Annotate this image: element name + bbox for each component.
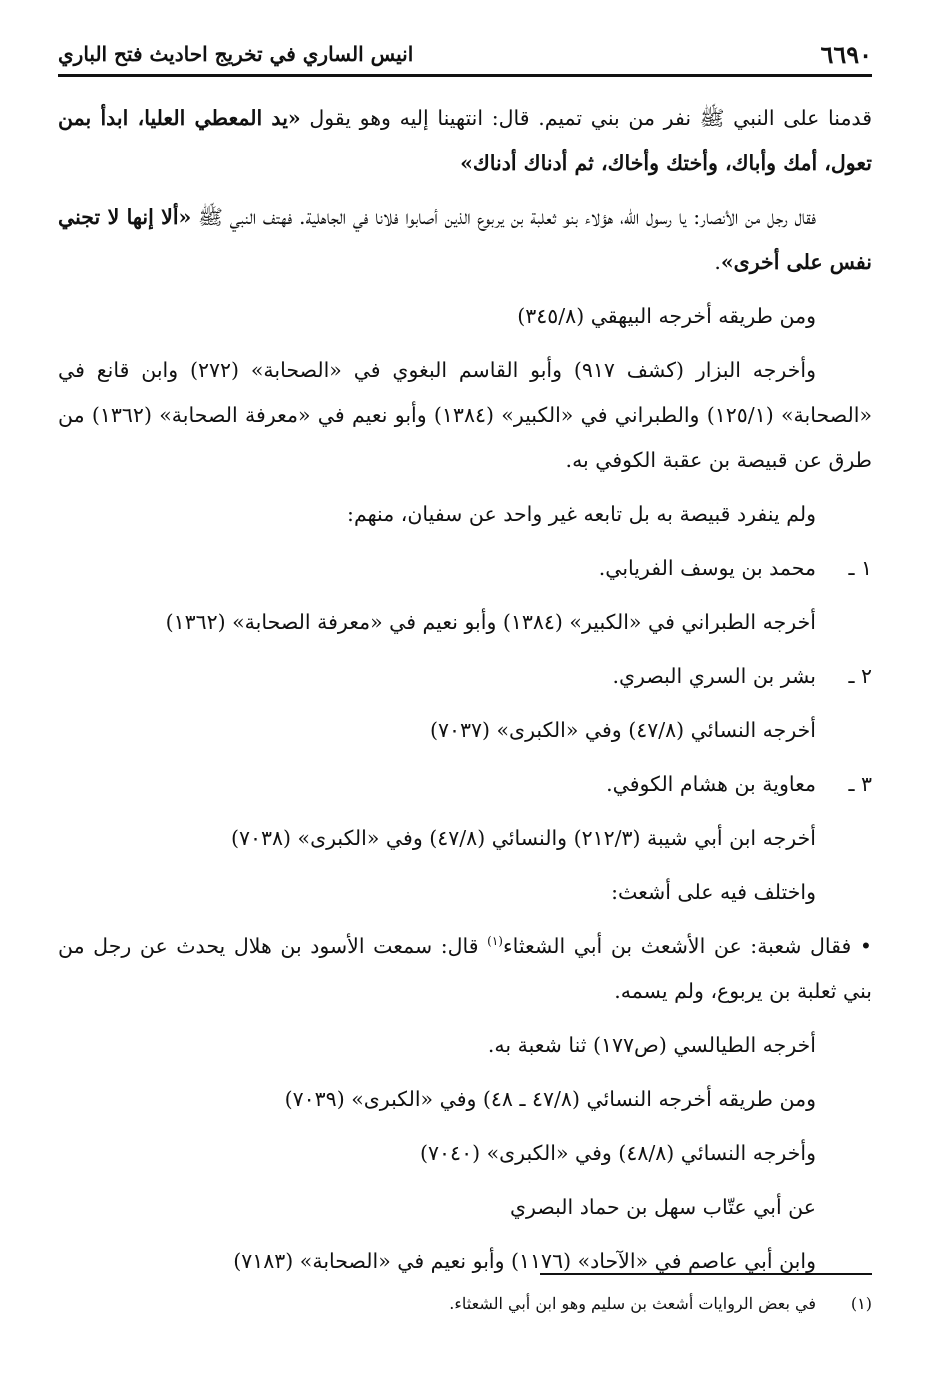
footnote-divider: [540, 1273, 872, 1275]
list-item: [58, 654, 872, 699]
item-text: محمد بن يوسف الفريابي.: [598, 556, 816, 580]
paragraph-bayhaqi: ومن طريقه أخرجه البيهقي (٣٤٥/٨): [517, 304, 816, 328]
paragraph-abu-attab: عن أبي عتّاب سهل بن حماد البصري: [509, 1195, 816, 1219]
page-body: [58, 96, 872, 1293]
footnote-text: في بعض الروايات أشعث بن سليم وهو ابن أبي الشعثاء.: [449, 1294, 816, 1313]
running-title: انيس الساري في تخريج احاديث فتح الباري: [58, 42, 414, 66]
hadith-quote: «يد المعطي العليا، ابدأ بمن تعول، أمك وأباك، وأختك وأخاك، ثم أدناك أدناك»: [58, 106, 872, 175]
paragraph-shuba: [58, 924, 872, 1014]
item-text: معاوية بن هشام الكوفي.: [606, 772, 816, 796]
paragraph-bazzar: وأخرجه البزار (كشف ٩١٧) وأبو القاسم البغوي في «الصحابة» (٢٧٢) وابن قانع في «الصحابة» (١٢٥/١) والطبراني في «الكبير» (١٣٨٤) وأبو نعيم في «معرفة الصحابة» (١٣٦٢) من طرق عن قبيصة بن عقبة الكوفي به.: [58, 358, 872, 472]
paragraph-followers: ولم ينفرد قبيصة به بل تابعه غير واحد عن سفيان، منهم:: [347, 502, 816, 526]
item-number: ٣ ـ: [848, 772, 872, 796]
continuation-text: فقال رجل من الأنصار: يا رسول الله، هؤلاء بنو ثعلبة بن يربوع الذين أصابوا فلانا في الجاهلية. فهتف النبي ﷺ: [191, 205, 816, 229]
list-item: [58, 762, 872, 807]
period: .: [714, 250, 721, 274]
item-number: ١ ـ: [848, 556, 872, 580]
hadith-intro: قدمنا على النبي ﷺ نفر من بني تميم. قال: انتهينا إليه وهو يقول: [300, 106, 872, 130]
list-item: [58, 546, 872, 591]
prophet-quote: «ألا إنها لا تجني نفس على أخرى»: [58, 205, 872, 274]
paragraph-nasai: أخرجه النسائي (٤٧/٨) وفي «الكبرى» (٧٠٣٧): [429, 718, 816, 742]
page-header: [58, 40, 872, 77]
item-text: بشر بن السري البصري.: [612, 664, 816, 688]
hadith-continuation: [58, 195, 872, 285]
shuba-text: • فقال شعبة: عن الأشعث بن أبي الشعثاء: [502, 934, 872, 958]
paragraph-nasai-3: وأخرجه النسائي (٤٨/٨) وفي «الكبرى» (٧٠٤٠): [420, 1141, 816, 1165]
paragraph-tayalisi: أخرجه الطيالسي (ص١٧٧) ثنا شعبة به.: [487, 1033, 816, 1057]
paragraph-tabarani: أخرجه الطبراني في «الكبير» (١٣٨٤) وأبو نعيم في «معرفة الصحابة» (١٣٦٢): [165, 610, 816, 634]
shuba-text-cont: قال: سمعت الأسود بن هلال يحدث عن رجل من بني ثعلبة بن يربوع، ولم يسمه.: [58, 934, 872, 1003]
paragraph-ibn-abi-asim: وابن أبي عاصم في «الآحاد» (١١٧٦) وأبو نعيم في «الصحابة» (٧١٨٣): [233, 1249, 816, 1273]
footnote-ref[interactable]: (١): [487, 934, 503, 949]
paragraph-nasai-2: ومن طريقه أخرجه النسائي (٤٧/٨ ـ ٤٨) وفي «الكبرى» (٧٠٣٩): [284, 1087, 816, 1111]
footnote-number: (١): [850, 1294, 872, 1313]
item-number: ٢ ـ: [848, 664, 872, 688]
paragraph-disagreement: واختلف فيه على أشعث:: [611, 880, 816, 904]
paragraph-ibn-abi-shayba: أخرجه ابن أبي شيبة (٢١٢/٣) والنسائي (٤٧/٨) وفي «الكبرى» (٧٠٣٨): [230, 826, 816, 850]
page-number: ٦٦٩٠: [820, 40, 872, 69]
hadith-text: [58, 96, 872, 186]
footnote: [58, 1290, 872, 1318]
